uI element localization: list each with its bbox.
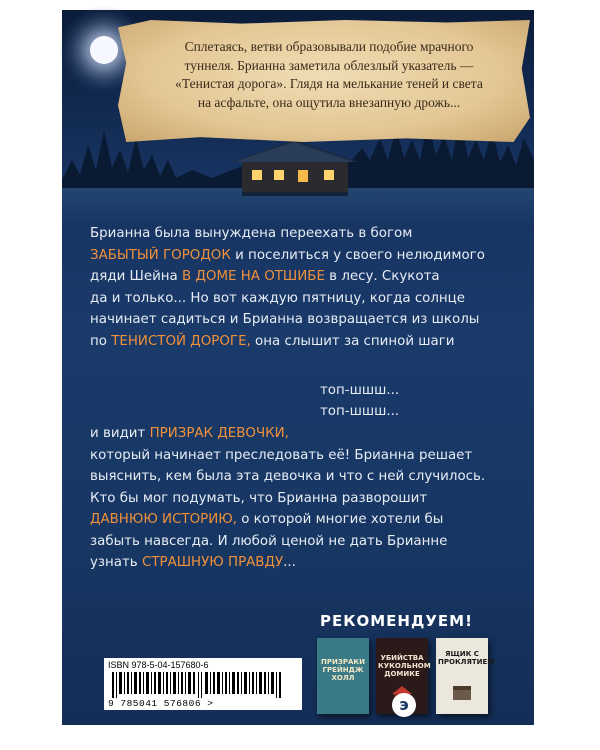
book-title: ЯЩИК С ПРОКЛЯТИЕМ (438, 650, 495, 666)
blurb-line: ЗАБЫТЫЙ ГОРОДОК и поселиться у своего нелюдимого (90, 247, 485, 263)
cabin-icon (232, 140, 358, 196)
book-title: УБИЙСТВА КУКОЛЬНОМ ДОМИКЕ (378, 654, 431, 678)
quote-line: Сплетаясь, ветви образовывали подобие мрачного (184, 39, 474, 54)
recommend-heading: РЕКОМЕНДУЕМ! (320, 612, 473, 630)
barcode-icon (108, 672, 298, 698)
blurb-bottom (90, 423, 486, 574)
blurb-line: узнать СТРАШНУЮ ПРАВДУ... (90, 555, 296, 570)
isbn-number: ISBN 978-5-04-157680-6 (108, 660, 209, 670)
blurb-line: дяди Шейна В ДОМЕ НА ОТШИБЕ в лесу. Скукота (90, 269, 440, 284)
quote-text (144, 38, 514, 112)
blurb-line: Брианна была вынуждена переехать в богом (90, 226, 413, 241)
blurb-line: ДАВНЮЮ ИСТОРИЮ, о которой многие хотели бы (90, 512, 444, 527)
book-back-cover (62, 10, 534, 725)
isbn-barcode-block (104, 658, 302, 710)
quote-line: «Тенистая дорога». Глядя на мелькание теней и света (175, 76, 483, 91)
blurb-line: выяснить, кем была эта девочка и что с ней случилось. (90, 469, 486, 484)
barcode-digits: 9 785041 576806 > (108, 698, 214, 709)
blurb-line: Кто бы мог подумать, что Брианна разворошит (90, 490, 428, 506)
recommended-book-3[interactable] (436, 638, 495, 714)
footsteps-text: топ-шшш... (320, 383, 400, 398)
blurb-top (90, 223, 485, 352)
moon (90, 36, 118, 64)
blurb-line: который начинает преследовать её! Брианна решает (90, 447, 473, 463)
blurb-line: и видит ПРИЗРАК ДЕВОЧКИ, (90, 426, 289, 441)
blurb-line: по ТЕНИСТОЙ ДОРОГЕ, она слышит за спиной шаги (90, 333, 455, 349)
blurb-line: забыть навсегда. И любой ценой не дать Брианне (90, 533, 448, 549)
quote-line: на асфальте, она ощутила внезапную дрожь... (197, 94, 461, 110)
publisher-logo: э (392, 693, 416, 717)
recommended-book-1[interactable] (317, 638, 369, 714)
footsteps-text: топ-шшш... (320, 404, 400, 419)
blurb-line: начинает садиться и Брианна возвращается из школы (90, 312, 480, 327)
book-title: ПРИЗРАКИ ГРЕЙНДЖ ХОЛЛ (321, 658, 365, 682)
quote-line: туннеля. Брианна заметила облезлый указатель — (184, 57, 474, 73)
blurb-line: да и только... Но вот каждую пятницу, когда солнце (90, 290, 466, 306)
box-icon (450, 680, 474, 704)
